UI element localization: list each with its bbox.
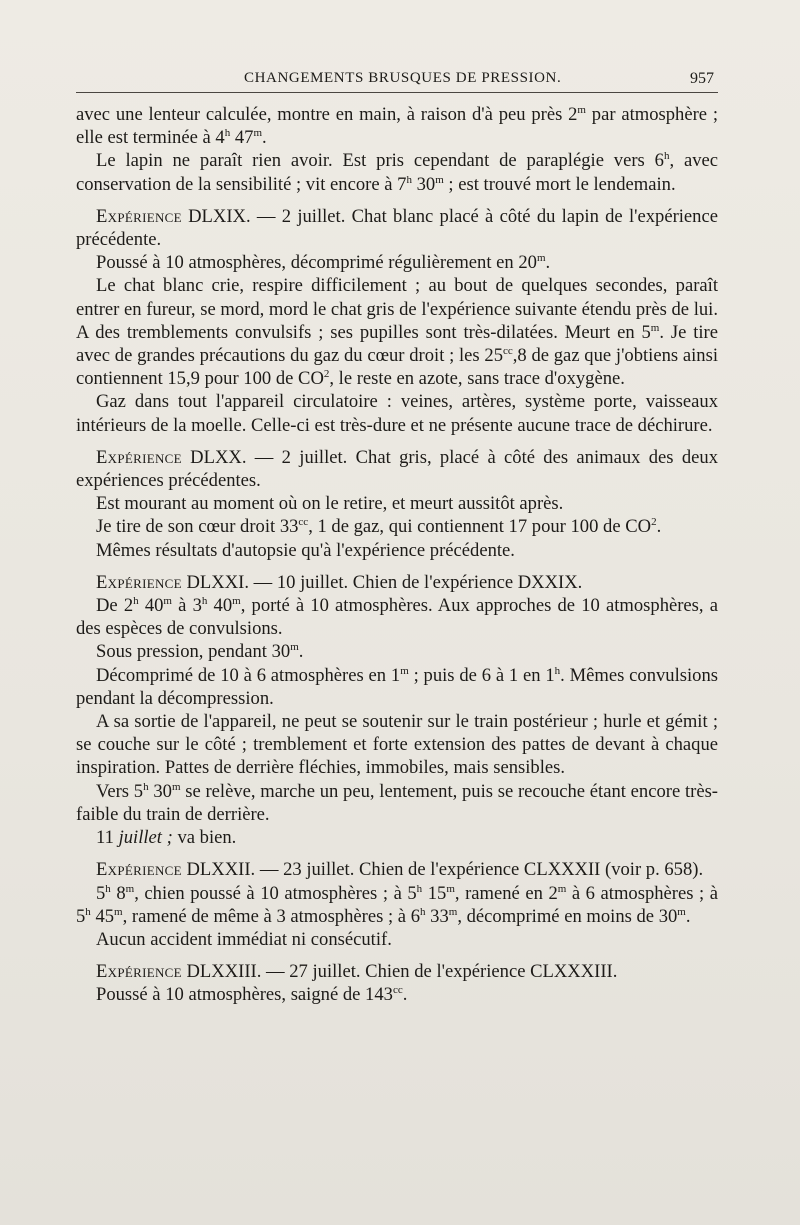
text-run: 5 bbox=[96, 882, 106, 904]
experiment-heading-paragraph bbox=[76, 446, 718, 492]
text-run: , avec conservation de la sensibilité ; vit encore à 7 bbox=[76, 150, 718, 195]
text-paragraph bbox=[76, 710, 718, 780]
text-run: . bbox=[545, 252, 551, 274]
text-paragraph bbox=[76, 928, 718, 951]
text-run: . bbox=[298, 641, 304, 663]
text-run: avec une lenteur calculée, montre en main, à raison d'à peu près 2 bbox=[76, 104, 578, 125]
text-run: DLXXII. — 23 juillet. Chien de l'expérience CLXXXII (voir p. 658). bbox=[181, 859, 704, 881]
text-run: 8 bbox=[110, 882, 126, 904]
experiment-label: Expérience bbox=[96, 205, 182, 227]
text-run: 40 bbox=[138, 595, 164, 617]
text-run: 30 bbox=[148, 780, 172, 802]
text-run: . Mêmes convulsions pendant la décompression. bbox=[76, 664, 718, 709]
superscript: m bbox=[677, 905, 686, 918]
header-rule bbox=[76, 92, 718, 93]
text-run: se relève, marche un peu, lentement, puis se recouche étant encore très-faible du train de derrière. bbox=[76, 780, 718, 825]
experiment-heading-paragraph bbox=[76, 205, 718, 251]
text-paragraph bbox=[76, 826, 718, 849]
superscript: cc bbox=[392, 984, 403, 997]
superscript: h bbox=[420, 905, 426, 918]
text-run: ; puis de 6 à 1 en 1 bbox=[408, 664, 555, 686]
text-run: DLXIX. — 2 juillet. Chat blanc placé à côté du lapin de l'expérience précédente. bbox=[76, 205, 718, 251]
text-run: à 3 bbox=[171, 595, 202, 617]
superscript: m bbox=[435, 173, 444, 186]
superscript: h bbox=[85, 905, 91, 918]
superscript: m bbox=[650, 321, 660, 334]
text-paragraph bbox=[76, 664, 718, 710]
superscript: cc bbox=[503, 344, 513, 357]
text-paragraph bbox=[76, 515, 718, 538]
superscript: m bbox=[253, 127, 262, 140]
text-paragraph bbox=[76, 640, 718, 663]
superscript: m bbox=[577, 103, 586, 116]
text-run: Poussé à 10 atmosphères, décomprimé régulièrement en 20 bbox=[96, 252, 537, 274]
text-paragraph bbox=[76, 390, 718, 436]
text-paragraph bbox=[76, 492, 718, 515]
text-run: , porté à 10 atmosphères. Aux approches de 10 atmosphères, a des espèces de convulsions. bbox=[76, 595, 718, 640]
text-paragraph bbox=[76, 539, 718, 562]
text-run: Mêmes résultats d'autopsie qu'à l'expérience précédente. bbox=[96, 539, 515, 561]
experiment-label: Expérience bbox=[96, 571, 182, 593]
superscript: m bbox=[232, 594, 241, 607]
text-paragraph bbox=[76, 251, 718, 274]
superscript: h bbox=[133, 594, 139, 607]
text-run: par atmosphère ; elle est terminée à 4 bbox=[76, 104, 718, 149]
experiment-label: Expérience bbox=[96, 859, 182, 881]
text-run: , ramené de même à 3 atmosphères ; à 6 bbox=[122, 905, 420, 927]
superscript: h bbox=[143, 780, 149, 793]
text-paragraph bbox=[76, 274, 718, 390]
text-paragraph bbox=[76, 983, 718, 1006]
text-run: , ramené en 2 bbox=[454, 882, 558, 904]
text-run: Est mourant au moment où on le retire, et meurt aussitôt après. bbox=[96, 493, 564, 515]
text-run: De 2 bbox=[96, 595, 134, 617]
text-run: DLXXI. — 10 juillet. Chien de l'expérience DXXIX. bbox=[181, 571, 583, 593]
superscript: m bbox=[171, 780, 181, 793]
text-run: Poussé à 10 atmosphères, saigné de 143 bbox=[96, 984, 393, 1006]
text-run: Gaz dans tout l'appareil circulatoire : veines, artères, système porte, vaisseaux intérieurs de la moelle. Celle-ci est très-dure et ne présente aucune trace de déchirure. bbox=[76, 391, 718, 436]
superscript: m bbox=[114, 905, 123, 918]
text-run: 40 bbox=[207, 595, 233, 617]
text-run: va bien. bbox=[172, 827, 237, 849]
text-run: 45 bbox=[90, 905, 115, 927]
superscript: h bbox=[416, 882, 423, 895]
superscript: h bbox=[663, 150, 670, 163]
text-run: ; est trouvé mort le lendemain. bbox=[443, 173, 676, 195]
text-run: Aucun accident immédiat ni consécutif. bbox=[96, 928, 392, 950]
text-run: . bbox=[656, 516, 662, 538]
superscript: 2 bbox=[651, 516, 657, 529]
text-run: DLXX. — 2 juillet. Chat gris, placé à côté des animaux des deux expériences précédentes. bbox=[76, 446, 718, 492]
text-run: DLXXIII. — 27 juillet. Chien de l'expérience CLXXXIII. bbox=[181, 961, 618, 983]
page-number: 957 bbox=[690, 70, 714, 87]
superscript: h bbox=[554, 664, 561, 677]
superscript: m bbox=[125, 882, 135, 895]
text-run: 33 bbox=[425, 905, 449, 927]
experiment-label: Expérience bbox=[96, 446, 182, 468]
text-run: , chien poussé à 10 atmosphères ; à 5 bbox=[134, 882, 417, 904]
superscript: 2 bbox=[323, 368, 330, 381]
text-run: , 1 de gaz, qui contiennent 17 pour 100 de CO bbox=[308, 516, 652, 538]
text-paragraph bbox=[76, 103, 718, 149]
superscript: m bbox=[446, 882, 455, 895]
experiment-heading-paragraph bbox=[76, 858, 718, 881]
page-body bbox=[76, 103, 718, 1007]
text-paragraph bbox=[76, 594, 718, 640]
page-header bbox=[76, 70, 718, 94]
text-run: , le reste en azote, sans trace d'oxygène. bbox=[329, 368, 625, 390]
running-title: CHANGEMENTS BRUSQUES DE PRESSION. bbox=[244, 70, 562, 86]
text-run: Le chat blanc crie, respire difficilement ; au bout de quelques secondes, paraît entrer en fureur, se mord, mord le chat gris de l'expérience suivante étendu près de lui. A des tremblements convulsifs ; ses pupilles sont très-dilatées. Meurt en 5 bbox=[76, 275, 718, 343]
experiment-label: Expérience bbox=[96, 961, 182, 983]
experiment-heading-paragraph bbox=[76, 960, 718, 983]
superscript: cc bbox=[298, 516, 309, 529]
superscript: m bbox=[557, 882, 567, 895]
text-run: à 6 atmosphères ; à 5 bbox=[76, 882, 718, 927]
superscript: m bbox=[400, 664, 409, 677]
text-run: . bbox=[262, 127, 267, 149]
text-run: Le lapin ne paraît rien avoir. Est pris cependant de paraplégie vers 6 bbox=[96, 150, 664, 172]
text-run: 11 bbox=[96, 827, 119, 849]
experiment-heading-paragraph bbox=[76, 571, 718, 594]
text-run: Sous pression, pendant 30 bbox=[96, 641, 291, 663]
text-paragraph bbox=[76, 882, 718, 928]
text-run: . Je tire avec de grandes précautions du gaz du cœur droit ; les 25 bbox=[76, 321, 718, 367]
italic-text: juillet ; bbox=[118, 827, 173, 849]
superscript: h bbox=[201, 594, 208, 607]
superscript: m bbox=[536, 252, 546, 265]
text-run: Je tire de son cœur droit 33 bbox=[96, 516, 299, 538]
text-run: Décomprimé de 10 à 6 atmosphères en 1 bbox=[96, 664, 401, 686]
superscript: m bbox=[290, 641, 299, 654]
text-run: . bbox=[402, 984, 408, 1006]
superscript: m bbox=[448, 905, 458, 918]
text-run: . bbox=[685, 905, 691, 927]
text-run: ,8 de gaz que j'obtiens ainsi contiennent 15,9 pour 100 de CO bbox=[76, 345, 718, 390]
text-paragraph bbox=[76, 149, 718, 195]
text-paragraph bbox=[76, 780, 718, 826]
text-run: 30 bbox=[411, 173, 436, 195]
superscript: h bbox=[406, 173, 412, 186]
text-run: 47 bbox=[230, 127, 254, 149]
superscript: m bbox=[163, 594, 172, 607]
text-run: 15 bbox=[422, 882, 447, 904]
superscript: h bbox=[224, 127, 231, 140]
text-run: A sa sortie de l'appareil, ne peut se soutenir sur le train postérieur ; hurle et gémit ; se couche sur le côté ; tremblement et forte extension des pattes de devant à chaque inspiration. Pattes de derrière fléchies, immobiles, mais sensibles. bbox=[76, 711, 718, 779]
text-run: Vers 5 bbox=[96, 780, 144, 802]
text-run: , décomprimé en moins de 30 bbox=[457, 905, 678, 927]
superscript: h bbox=[105, 882, 111, 895]
